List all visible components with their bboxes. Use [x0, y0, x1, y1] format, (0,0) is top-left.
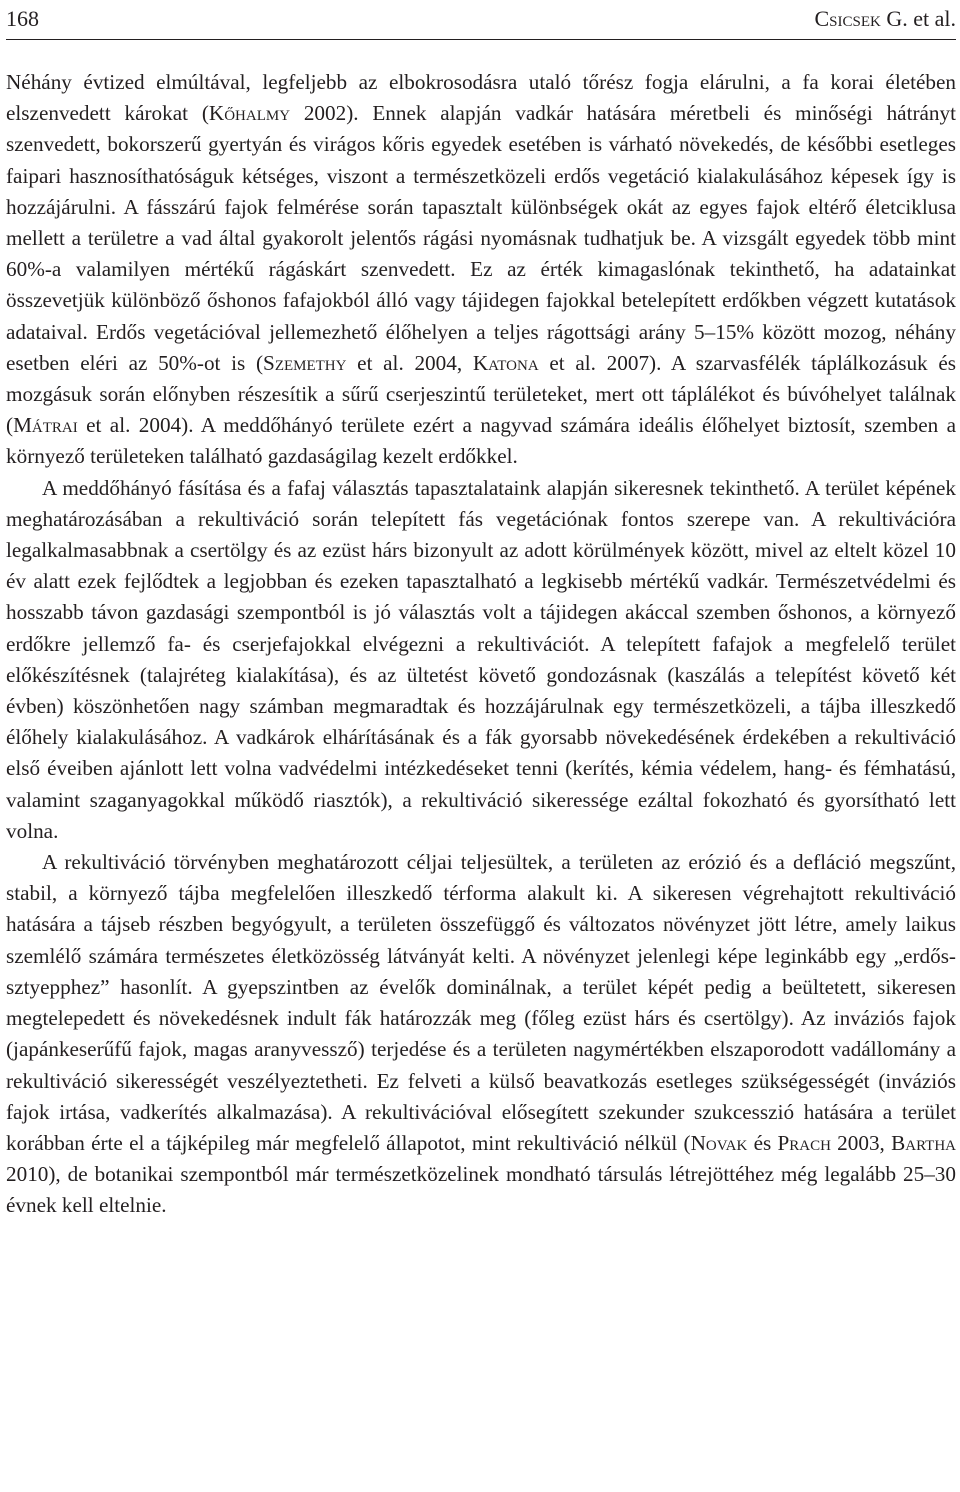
paragraph-text: A meddőhányó fásítása és a fafaj választás tapasztalataink alapján sikeresnek tekinthető. A terület képének meghatározásában a rekultiváció során telepített fás vegetációnak fontos szerepe van. A rekultivációra legalkalmasabbnak a csertölgy és az ezüst hárs bizonyult az adott körülmények között, mivel az eltelt közel 10 év alatt ezek fejlődtek a legjobban és ezeken tapasztalható a legkisebb mértékű vadkár. Természetvédelmi és hosszabb távon gazdasági szempontból is jó választás volt a tájidegen akáccal szemben őshonos, a környező erdőkre jellemző fa- és cserjefajokkal elvégezni a rekultivációt. A telepített fafajok a megfelelő terület előkészítésnek (talajréteg kialakítása), és az ültetést követő gondozásnak (kaszálás a telepítést követő két évben) köszönhetően nagy számban megmaradtak és hozzájárulnak egy természetközeli, a tájba illeszkedő élőhely kialakulásához. A vadkárok elhárításának és a fák gyorsabb növekedésének érdekében a rekultiváció első éveiben ajánlott lett volna vadvédelmi intézkedéseket tenni (kerítés, kémia védelem, hang- és fémhatású, valamint szaganyagokkal működő riasztók), a rekultiváció sikeressége ezáltal fokozható és gyorsítható lett volna.	[6, 475, 956, 843]
page-number: 168	[6, 6, 39, 31]
citation-author: Kőhalmy	[208, 101, 291, 126]
citation-author: Novak	[690, 1130, 748, 1155]
citation-author: Szemethy	[263, 350, 347, 375]
running-title-authors: Csicsek G.	[814, 6, 908, 31]
paragraph-text: et al. 2004,	[346, 350, 473, 375]
running-title	[814, 4, 956, 34]
document-page	[6, 0, 956, 1222]
citation-author: Bartha	[891, 1130, 957, 1155]
citation-author: Katona	[472, 350, 539, 375]
paragraph-text: et al. 2007). A szarvasfélék táplálkozásuk és mozgásuk során előnyben részesítik a sűrű cserjeszintű területeket, mert ott táplálékot és búvóhelyet találnak (	[6, 350, 956, 438]
body-paragraph	[6, 67, 956, 473]
paragraph-text: A rekultiváció törvényben meghatározott céljai teljesültek, a területen az erózió és a defláció megszűnt, stabil, a környező tájba megfelelően illeszkedő térforma alakult ki. A sikeresen végrehajtott rekultiváció hatására a tájseb részben begyógyult, a területen összefüggő és változatos növényzet jött létre, amely laikus szemlélő számára természetes életközösség látványát kelti. A növényzet jelenlegi képe leginkább egy „erdős-sztyepphez” hasonlít. A gyepszintben az évelők dominálnak, a terület képét pedig a beültetett, sikeresen megtelepedett és növekedésnek indult fák határozzák meg (főleg ezüst hárs és csertölgy). Az inváziós fajok (japánkeserűfű fajok, magas aranyvessző) terjedése és a területen nagymértékben elszaporodott vadállomány a rekultiváció sikerességét veszélyeztetheti. Ez felveti a külső beavatkozás esetleges szükségességét (inváziós fajok irtása, vadkerítés alkalmazása). A rekultivációval elősegített szekunder szukcesszió hatására a terület korábban érte el a tájképileg már megfelelő állapotot, mint rekultiváció nélkül (	[6, 850, 956, 1155]
paragraph-text: 2003,	[830, 1130, 892, 1155]
paragraph-text: 2002). Ennek alapján vadkár hatására méretbeli és minőségi hátrányt szenvedett, bokorszerű gyertyán és virágos kőris egyedek esetében is várható növekedés, de későbbi esetleges faipari hasznosíthatóságuk kétséges, viszont a természetközeli erdős vegetáció kialakulásához képesek így is hozzájárulni. A fásszárú fajok felmérése során tapasztalt különbségek okát az egyes fajok eltérő életciklusa mellett a területre a vad által gyakorolt jelentős rágási nyomásnak tudhatjuk be. A vizsgált egyedek több mint 60%-a valamilyen mértékű rágáskárt szenvedett. Ez az érték kimagaslónak tekinthető, ha adatainkat összevetjük különböző őshonos fafajokból álló vagy tájidegen fajokkal betelepített erdőkben végzett kutatások adataival. Erdős vegetációval jellemezhető élőhelyen a teljes rágottsági arány 5–15% között mozog, néhány esetben eléri az 50%-ot is (	[6, 101, 957, 375]
paragraph-text: Néhány évtized elmúltával, legfeljebb az elbokrosodásra utaló tőrész fogja elárulni, a fa korai életében elszenvedett károkat (	[6, 70, 956, 126]
paragraph-text: 2010), de botanikai szempontból már természetközelinek mondható társulás létrejöttéhez még legalább 25–30 évnek kell eltelnie.	[6, 1162, 956, 1218]
running-title-suffix: et al.	[907, 6, 956, 31]
citation-author: Mátrai	[13, 413, 78, 438]
running-head	[6, 0, 956, 40]
paragraph-text: et al. 2004). A meddőhányó területe ezért a nagyvad számára ideális élőhelyet biztosít, szemben a környező területeken található gazdaságilag kezelt erdőkkel.	[6, 413, 956, 469]
body-text	[6, 67, 956, 1222]
body-paragraph	[6, 847, 956, 1221]
paragraph-text: és	[747, 1130, 778, 1155]
body-paragraph	[6, 473, 956, 847]
citation-author: Prach	[777, 1130, 831, 1155]
